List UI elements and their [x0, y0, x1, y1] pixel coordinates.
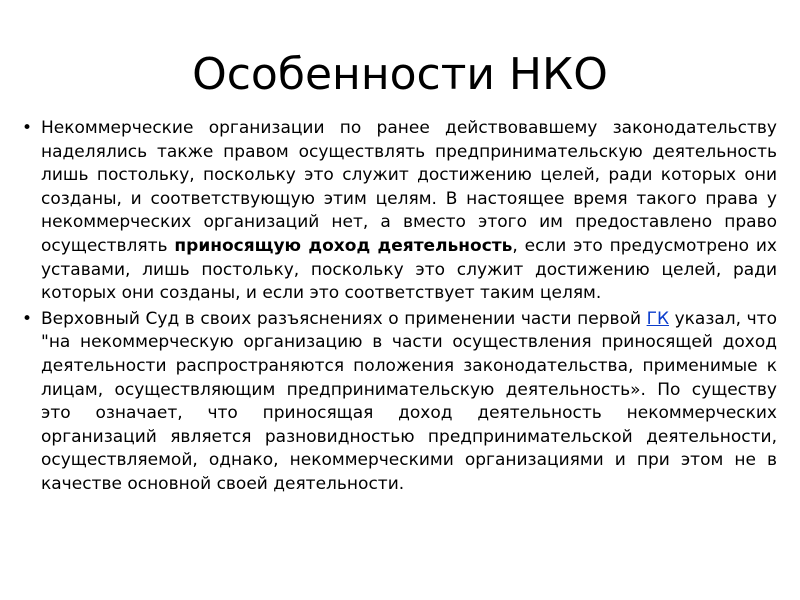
- bullet-marker: •: [22, 118, 33, 138]
- bullet-marker: •: [22, 308, 33, 329]
- bullet-text: , если это предусмотрено их уставами, лишь постольку, поскольку это служит достижению целей, ради которых они созданы, и если это соответствует таким целям.: [41, 235, 777, 304]
- bullet-item-2: [20, 308, 777, 497]
- slide-title: Особенности НКО: [192, 49, 608, 100]
- bullet-item-1: [20, 117, 777, 306]
- bullet-text: Верховный Суд в своих разъяснениях о применении части первой: [41, 308, 647, 329]
- bullet-list: [20, 117, 777, 499]
- bullet-text: Некоммерческие организации по ранее действовавшему законодательству наделялись также правом осуществлять предпринимательскую деятельность лишь постольку, поскольку это служит достижению целей, ради которых они созданы, и соответствующую этим целям. В настоящее время такого права у некоммерческих организаций нет, а вместо этого им предоставлено право осуществлять: [41, 118, 777, 256]
- bullet-text: указал, что "на некоммерческую организацию в части осуществления приносящей доход деятельности распространяются положения законодательства, применимые к лицам, осуществляющим предпринимательскую деятельность». По существу это означает, что приносящая доход деятельность некоммерческих организаций является разновидностью предпринимательской деятельности, осуществляемой, однако, некоммерческими организациями и при этом не в качестве основной своей деятельности.: [41, 308, 777, 494]
- gk-link[interactable]: ГК: [646, 308, 670, 329]
- bold-phrase: приносящую доход деятельность: [174, 235, 513, 256]
